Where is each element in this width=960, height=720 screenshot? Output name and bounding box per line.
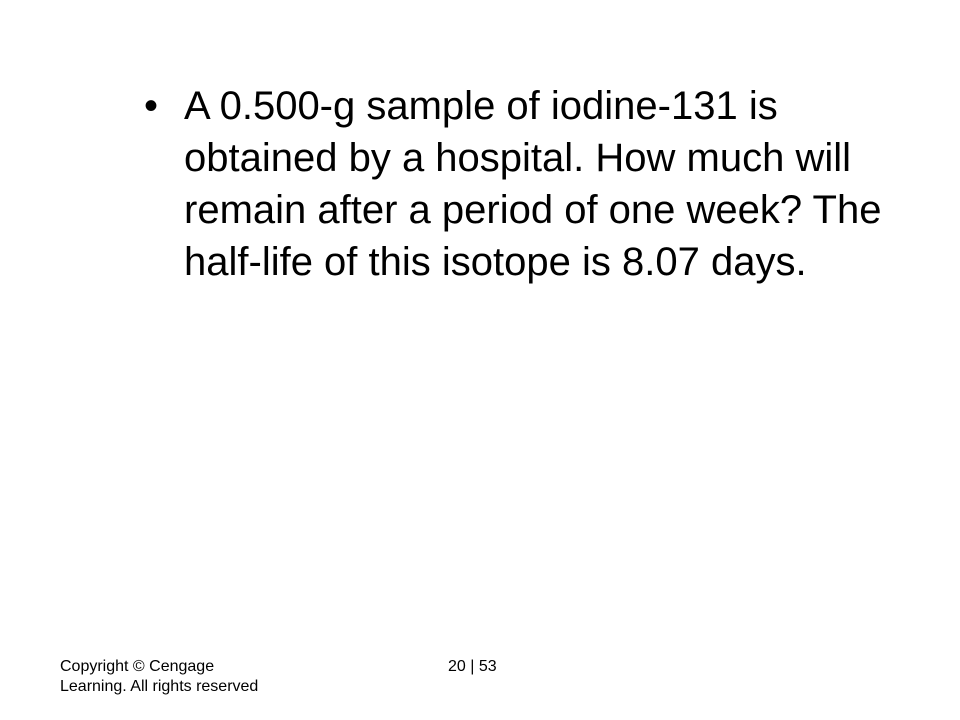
footer-page-number: 20 | 53 xyxy=(448,658,497,675)
bullet-marker: • xyxy=(144,84,159,128)
bullet-item xyxy=(144,80,904,288)
slide-body xyxy=(144,80,904,288)
bullet-text: A 0.500-g sample of iodine-131 is obtained by a hospital. How much will remain after a period of one week? The half-life of this isotope is 8.07 days. xyxy=(184,84,882,284)
footer-copyright: Copyright © Cengage Learning. All rights reserved xyxy=(60,658,259,695)
